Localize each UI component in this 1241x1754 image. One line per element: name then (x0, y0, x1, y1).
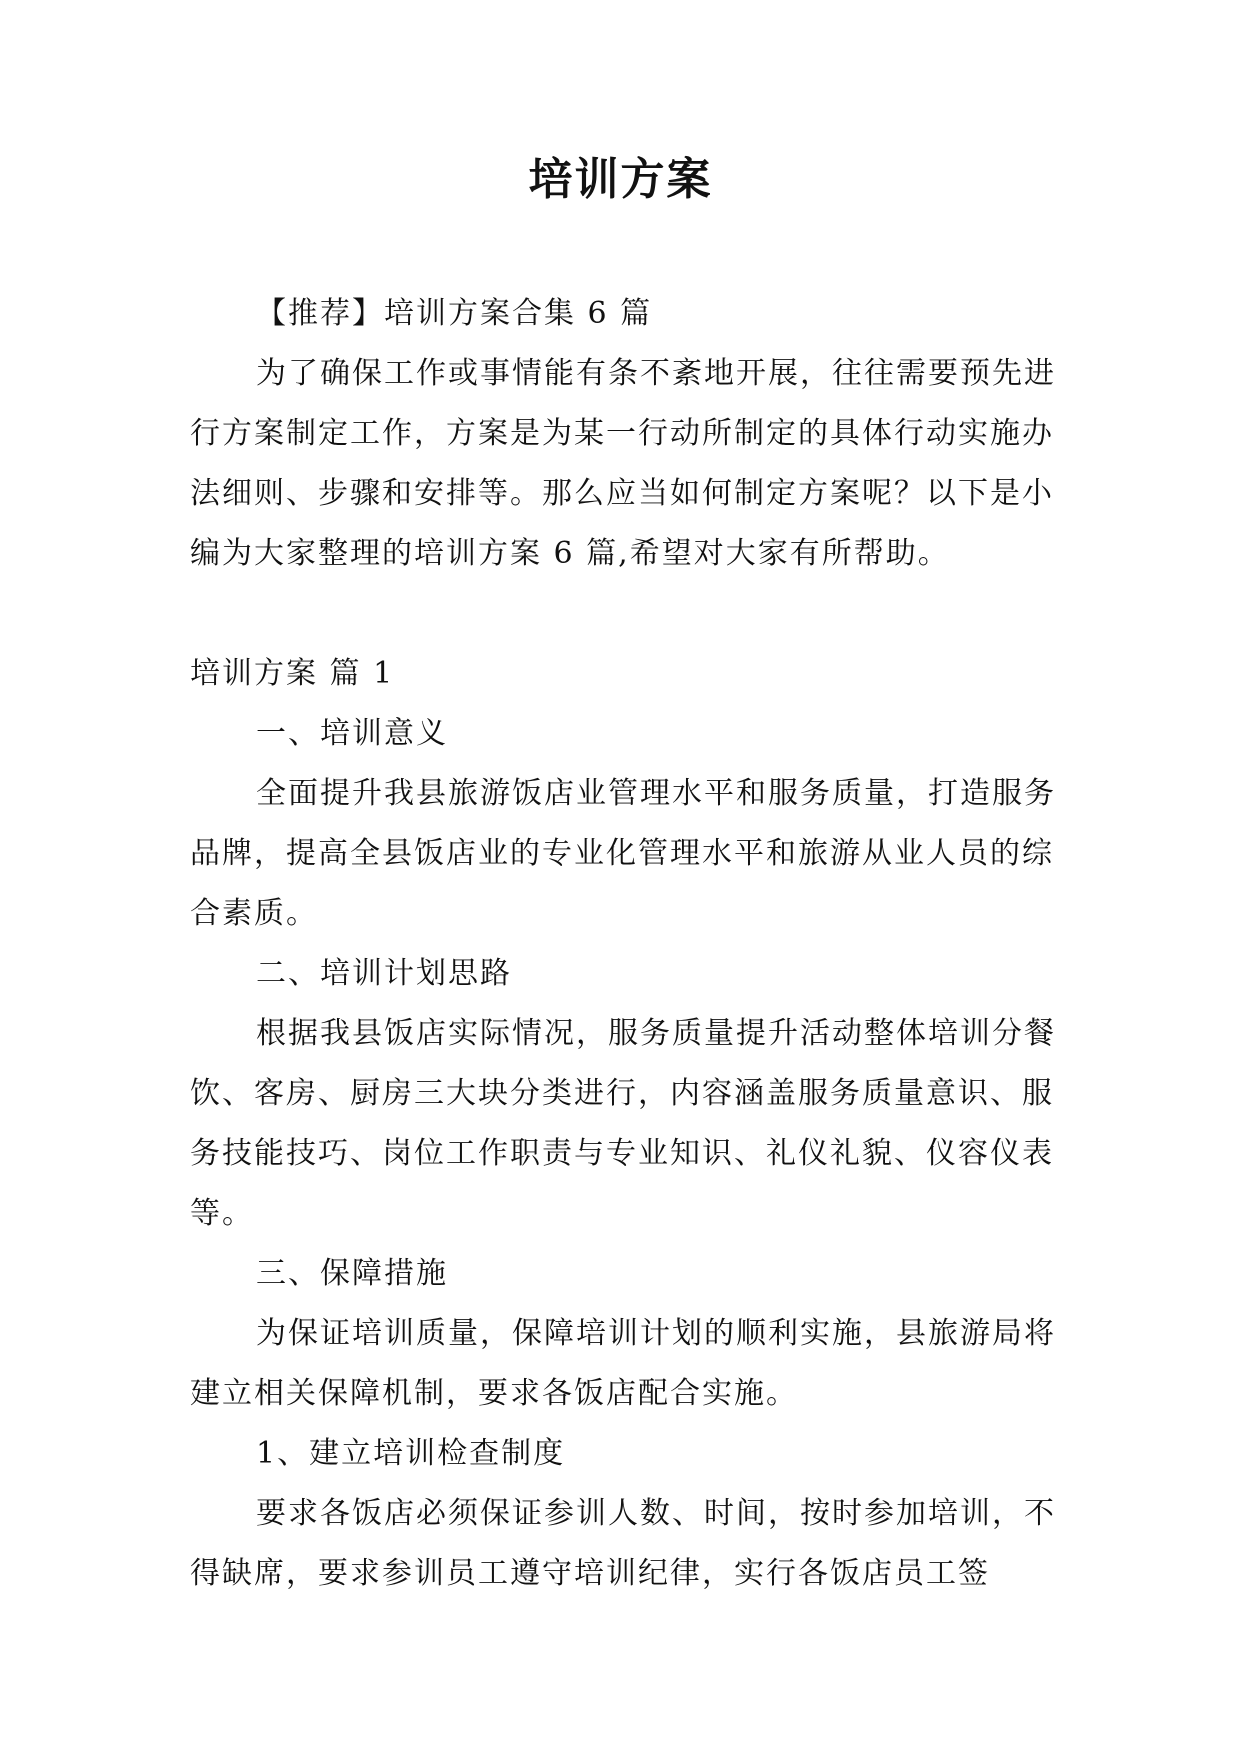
paragraph-3: 为保证培训质量，保障培训计划的顺利实施，县旅游局将建立相关保障机制，要求各饭店配合实施。 (190, 1316, 1056, 1411)
paragraph-1: 全面提升我县旅游饭店业管理水平和服务质量，打造服务品牌，提高全县饭店业的专业化管理水平和旅游从业人员的综合素质。 (190, 776, 1056, 931)
paragraph-2: 根据我县饭店实际情况，服务质量提升活动整体培训分餐饮、客房、厨房三大块分类进行，内容涵盖服务质量意识、服务技能技巧、岗位工作职责与专业知识、礼仪礼貌、仪容仪表等。 (190, 1016, 1056, 1231)
subheading-1: 一、培训意义 (256, 716, 448, 751)
paragraph-4: 要求各饭店必须保证参训人数、时间，按时参加培训，不得缺席，要求参训员工遵守培训纪律，实行各饭店员工签 (190, 1496, 1056, 1591)
document-title: 培训方案 (528, 154, 713, 205)
section-heading: 培训方案 篇 1 (190, 656, 395, 691)
document-body (190, 284, 1070, 1604)
section-gap (190, 584, 1070, 644)
subheading-2: 二、培训计划思路 (256, 956, 512, 991)
intro-line: 【推荐】培训方案合集 6 篇 (256, 296, 653, 331)
intro-paragraph: 为了确保工作或事情能有条不紊地开展，往往需要预先进行方案制定工作，方案是为某一行动所制定的具体行动实施办法细则、步骤和安排等。那么应当如何制定方案呢？以下是小编为大家整理的培训方案 6 篇,希望对大家有所帮助。 (190, 356, 1056, 571)
subheading-3: 三、保障措施 (256, 1256, 448, 1291)
subheading-4: 1、建立培训检查制度 (256, 1436, 566, 1471)
